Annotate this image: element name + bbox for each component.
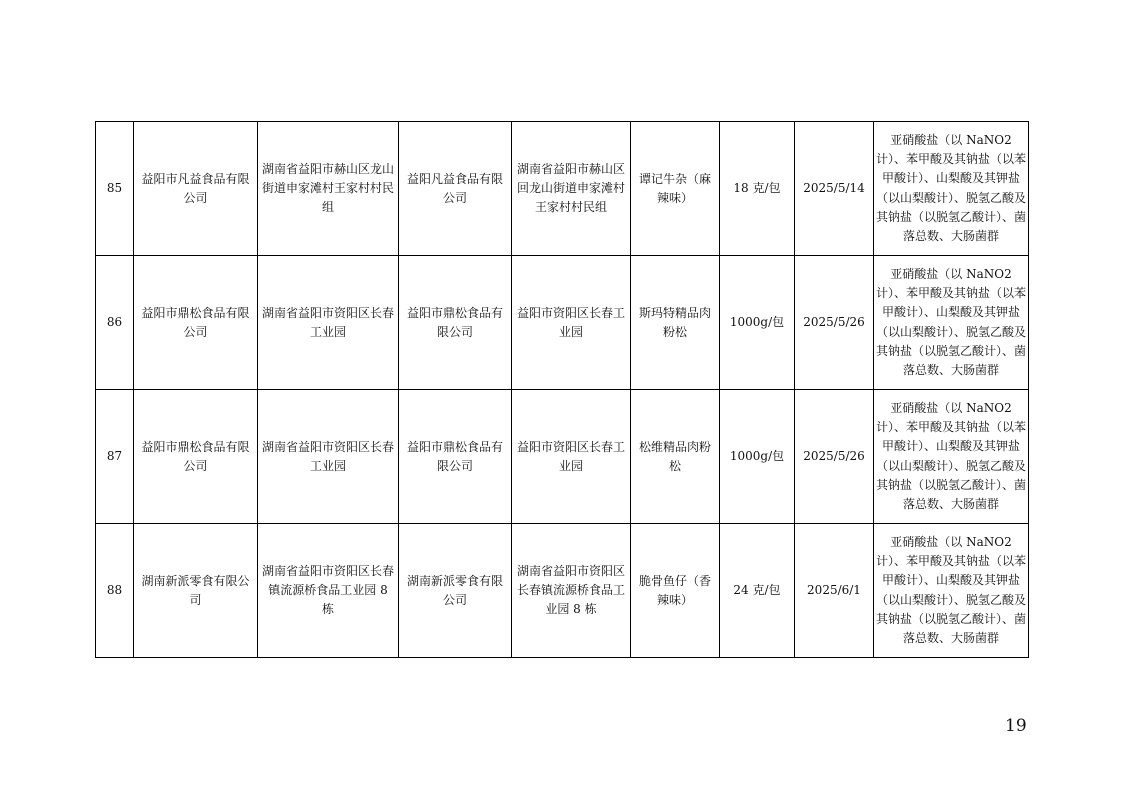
row-number: 87	[96, 390, 134, 524]
page-number: 19	[1005, 716, 1027, 736]
product-name: 斯玛特精品肉粉松	[631, 256, 720, 390]
seller-name: 益阳市鼎松食品有限公司	[399, 390, 512, 524]
production-date: 2025/5/26	[795, 390, 874, 524]
producer-address: 湖南省益阳市资阳区长春工业园	[258, 390, 399, 524]
test-items: 亚硝酸盐（以 NaNO2 计）、苯甲酸及其钠盐（以苯甲酸计）、山梨酸及其钾盐（以山梨酸计）、脱氢乙酸及其钠盐（以脱氢乙酸计）、菌落总数、大肠菌群	[874, 524, 1029, 658]
seller-address: 湖南省益阳市资阳区长春镇流源桥食品工业园 8 栋	[512, 524, 631, 658]
product-name: 松维精品肉粉松	[631, 390, 720, 524]
producer-address: 湖南省益阳市资阳区长春工业园	[258, 256, 399, 390]
row-number: 85	[96, 122, 134, 256]
product-name: 脆骨鱼仔（香辣味）	[631, 524, 720, 658]
test-items: 亚硝酸盐（以 NaNO2 计）、苯甲酸及其钠盐（以苯甲酸计）、山梨酸及其钾盐（以山梨酸计）、脱氢乙酸及其钠盐（以脱氢乙酸计）、菌落总数、大肠菌群	[874, 256, 1029, 390]
production-date: 2025/5/14	[795, 122, 874, 256]
seller-name: 湖南新派零食有限公司	[399, 524, 512, 658]
producer-address: 湖南省益阳市资阳区长春镇流源桥食品工业园 8 栋	[258, 524, 399, 658]
row-number: 86	[96, 256, 134, 390]
row-number: 88	[96, 524, 134, 658]
product-spec: 18 克/包	[720, 122, 795, 256]
product-spec: 1000g/包	[720, 390, 795, 524]
table-row	[96, 524, 1029, 658]
product-spec: 24 克/包	[720, 524, 795, 658]
producer-address: 湖南省益阳市赫山区龙山街道申家滩村王家村村民组	[258, 122, 399, 256]
producer-name: 湖南新派零食有限公司	[134, 524, 258, 658]
test-items: 亚硝酸盐（以 NaNO2 计）、苯甲酸及其钠盐（以苯甲酸计）、山梨酸及其钾盐（以山梨酸计）、脱氢乙酸及其钠盐（以脱氢乙酸计）、菌落总数、大肠菌群	[874, 390, 1029, 524]
production-date: 2025/6/1	[795, 524, 874, 658]
producer-name: 益阳市凡益食品有限公司	[134, 122, 258, 256]
seller-address: 湖南省益阳市赫山区回龙山街道申家滩村王家村村民组	[512, 122, 631, 256]
seller-address: 益阳市资阳区长春工业园	[512, 256, 631, 390]
table-row	[96, 256, 1029, 390]
producer-name: 益阳市鼎松食品有限公司	[134, 256, 258, 390]
production-date: 2025/5/26	[795, 256, 874, 390]
product-name: 谭记牛杂（麻辣味）	[631, 122, 720, 256]
product-spec: 1000g/包	[720, 256, 795, 390]
seller-name: 益阳凡益食品有限公司	[399, 122, 512, 256]
sampling-table	[95, 121, 1029, 658]
seller-address: 益阳市资阳区长春工业园	[512, 390, 631, 524]
table-row	[96, 122, 1029, 256]
test-items: 亚硝酸盐（以 NaNO2 计）、苯甲酸及其钠盐（以苯甲酸计）、山梨酸及其钾盐（以山梨酸计）、脱氢乙酸及其钠盐（以脱氢乙酸计）、菌落总数、大肠菌群	[874, 122, 1029, 256]
producer-name: 益阳市鼎松食品有限公司	[134, 390, 258, 524]
table-row	[96, 390, 1029, 524]
seller-name: 益阳市鼎松食品有限公司	[399, 256, 512, 390]
